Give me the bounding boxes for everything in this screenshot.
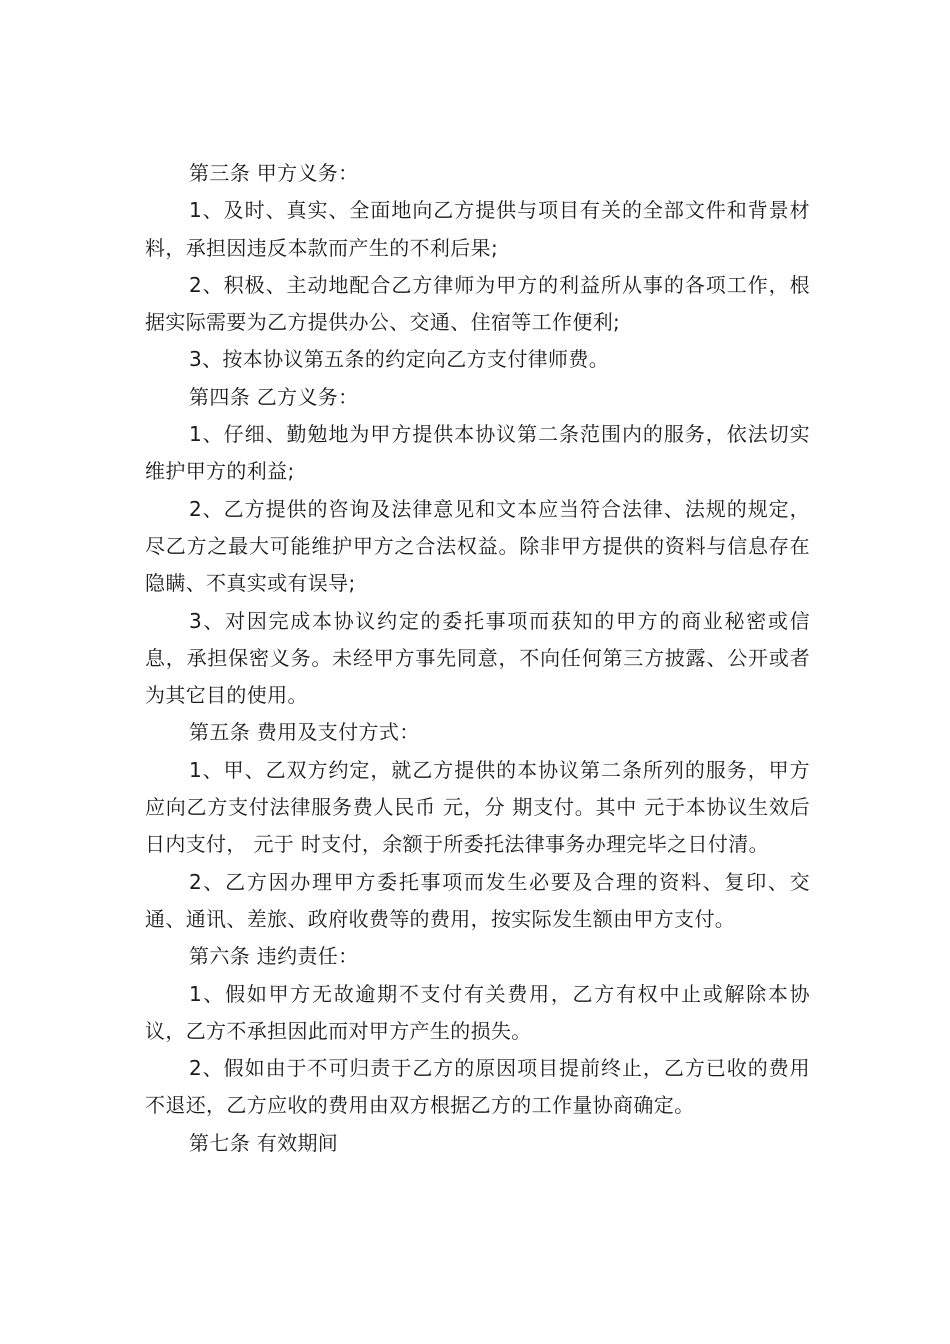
article-7-heading: 第七条 有效期间 — [189, 1130, 339, 1155]
article-5-item-1: 1、甲、乙双方约定，就乙方提供的本协议第二条所列的服务，甲方应向乙方支付法律服务费人民币 元，分 期支付。其中 元于本协议生效后 日内支付， 元于 时支付，余额于所委托法律事务办理完毕之日付清。 — [145, 757, 810, 857]
article-6-heading: 第六条 违约责任： — [189, 944, 359, 969]
article-4-item-2: 2、乙方提供的咨询及法律意见和文本应当符合法律、法规的规定，尽乙方之最大可能维护甲方之合法权益。除非甲方提供的资料与信息存在隐瞒、不真实或有误导; — [145, 496, 810, 596]
article-3-item-2: 2、积极、主动地配合乙方律师为甲方的利益所从事的各项工作，根据实际需要为乙方提供办公、交通、住宿等工作便利; — [145, 272, 810, 335]
article-3-item-1: 1、及时、真实、全面地向乙方提供与项目有关的全部文件和背景材料，承担因违反本款而产生的不利后果; — [145, 198, 810, 260]
article-4-item-3: 3、对因完成本协议约定的委托事项而获知的甲方的商业秘密或信息，承担保密义务。未经甲方事先同意，不向任何第三方披露、公开或者为其它目的使用。 — [145, 608, 810, 708]
article-6-item-2: 2、假如由于不可归责于乙方的原因项目提前终止，乙方已收的费用不退还，乙方应收的费用由双方根据乙方的工作量协商确定。 — [145, 1056, 810, 1118]
article-3-heading: 第三条 甲方义务： — [189, 161, 359, 185]
article-6-item-1: 1、假如甲方无故逾期不支付有关费用，乙方有权中止或解除本协议，乙方不承担因此而对甲方产生的损失。 — [145, 981, 810, 1043]
document-body — [145, 155, 810, 1162]
article-4-item-1: 1、仔细、勤勉地为甲方提供本协议第二条范围内的服务，依法切实维护甲方的利益; — [145, 422, 810, 484]
article-5-item-2: 2、乙方因办理甲方委托事项而发生必要及合理的资料、复印、交通、通讯、差旅、政府收费等的费用，按实际发生额由甲方支付。 — [145, 869, 810, 931]
article-5-heading: 第五条 费用及支付方式： — [189, 720, 420, 745]
article-3-item-3: 3、按本协议第五条的约定向乙方支付律师费。 — [189, 347, 610, 372]
article-4-heading: 第四条 乙方义务： — [189, 384, 359, 409]
